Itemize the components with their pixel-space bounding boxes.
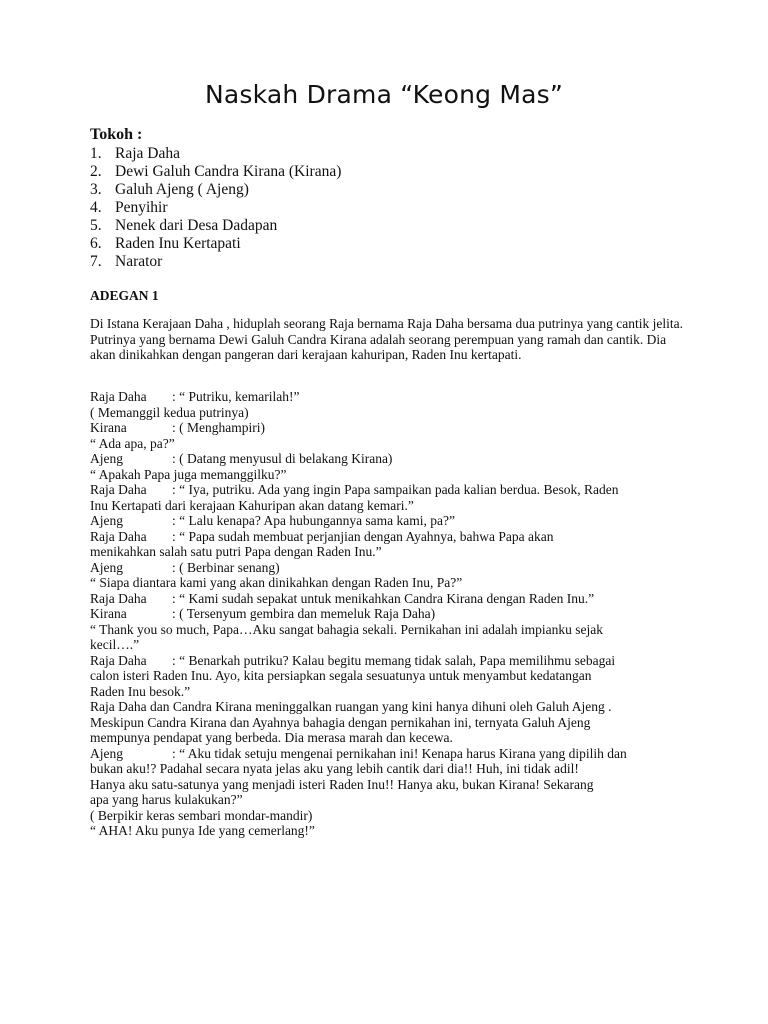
- speaker-name: Ajeng: [90, 745, 123, 761]
- dialogue-text: “ Ada apa, pa?”: [90, 435, 175, 451]
- dialogue-text: : “ Kami sudah sepakat untuk menikahkan Candra Kirana dengan Raden Inu.”: [172, 590, 595, 606]
- dialogue-text: menikahkan salah satu putri Papa dengan Raden Inu.”: [90, 544, 382, 559]
- dialogue-text: Raden Inu besok.”: [90, 683, 191, 699]
- speaker-name: Ajeng: [90, 451, 123, 466]
- scene-heading: ADEGAN 1: [90, 288, 159, 303]
- dialogue-text: : ( Tersenyum gembira dan memeluk Raja Daha): [172, 606, 436, 621]
- narration-text: Raja Daha dan Candra Kirana meninggalkan ruangan yang kini hanya dihuni oleh Galuh Ajeng .: [90, 699, 612, 714]
- cast-item-number: 1.: [90, 145, 102, 162]
- cast-item: [90, 145, 690, 163]
- dialogue-text: : “ Aku tidak setuju mengenai pernikahan ini! Kenapa harus Kirana yang dipilih dan: [172, 745, 627, 761]
- cast-section: [90, 126, 690, 271]
- dialogue-text: calon isteri Raden Inu. Ayo, kita persiapkan segala sesuatunya untuk menyambut kedatangan: [90, 668, 592, 683]
- dialogue-text: : ( Berbinar senang): [172, 559, 280, 575]
- dialogue-line: [90, 606, 690, 622]
- dialogue-text: kecil….”: [90, 637, 140, 652]
- cast-heading: Tokoh :: [90, 126, 143, 143]
- dialogue-line: [90, 513, 690, 529]
- stage-direction: ( Berpikir keras sembari mondar-mandir): [90, 807, 313, 823]
- dialogue-text: Hanya aku satu-satunya yang menjadi isteri Raden Inu!! Hanya aku, bukan Kirana! Sekarang: [90, 776, 594, 792]
- speaker-name: Raja Daha: [90, 389, 147, 404]
- dialogue-text: : “ Benarkah putriku? Kalau begitu memang tidak salah, Papa memilihmu sebagai: [172, 652, 616, 668]
- narration-text: Meskipun Candra Kirana dan Ayahnya bahagia dengan pernikahan ini, ternyata Galuh Ajeng: [90, 714, 591, 730]
- cast-item: [90, 181, 690, 199]
- cast-item-name: Nenek dari Desa Dadapan: [115, 217, 278, 234]
- speaker-name: Raja Daha: [90, 590, 147, 606]
- cast-item-number: 4.: [90, 199, 102, 216]
- dialogue-text: : “ Putriku, kemarilah!”: [172, 389, 300, 404]
- cast-item: [90, 235, 690, 253]
- cast-item-name: Raja Daha: [115, 145, 180, 162]
- cast-item-number: 3.: [90, 181, 102, 198]
- narration-paragraph: Di Istana Kerajaan Daha , hiduplah seorang Raja bernama Raja Daha bersama dua putrinya yang cantik jelita. Putrinya yang bernama Dewi Galuh Candra Kirana adalah seorang perempuan yang ramah dan cantik. Dia akan dinikahkan dengan pangeran dari kerajaan kahuripan, Raden Inu kertapati.: [90, 316, 684, 362]
- dialogue-line: [90, 451, 690, 467]
- speaker-name: Raja Daha: [90, 482, 147, 497]
- dialogue-text: “ Thank you so much, Papa…Aku sangat bahagia sekali. Pernikahan ini adalah impianku sejak: [90, 621, 603, 637]
- narration-text: mempunya pendapat yang berbeda. Dia merasa marah dan kecewa.: [90, 730, 453, 745]
- cast-item-name: Dewi Galuh Candra Kirana (Kirana): [115, 163, 342, 180]
- speaker-name: Ajeng: [90, 513, 123, 528]
- cast-item-name: Narator: [115, 253, 163, 270]
- speaker-name: Kirana: [90, 606, 127, 621]
- cast-item: [90, 217, 690, 235]
- dialogue-text: apa yang harus kulakukan?”: [90, 792, 243, 807]
- dialogue-text: : “ Iya, putriku. Ada yang ingin Papa sampaikan pada kalian berdua. Besok, Raden: [172, 482, 619, 497]
- dialogue-line: [90, 653, 690, 669]
- page-title: Naskah Drama “Keong Mas”: [205, 80, 563, 109]
- cast-item: [90, 199, 690, 217]
- dialogue-text: : “ Lalu kenapa? Apa hubungannya sama kami, pa?”: [172, 513, 456, 528]
- dialogue-text: Inu Kertapati dari kerajaan Kahuripan akan datang kemari.”: [90, 497, 414, 513]
- cast-item-number: 7.: [90, 253, 102, 270]
- cast-item-name: Raden Inu Kertapati: [115, 235, 241, 252]
- speaker-name: Raja Daha: [90, 528, 147, 544]
- cast-list: [90, 145, 690, 271]
- cast-item: [90, 253, 690, 271]
- dialogue-line: [90, 746, 690, 762]
- cast-item: [90, 163, 690, 181]
- speaker-name: Raja Daha: [90, 652, 147, 668]
- dialogue-text: “ AHA! Aku punya Ide yang cemerlang!”: [90, 823, 315, 838]
- dialogue-block: [90, 389, 690, 839]
- dialogue-text: “ Apakah Papa juga memanggilku?”: [90, 466, 287, 482]
- cast-item-number: 2.: [90, 163, 102, 180]
- dialogue-line: [90, 591, 690, 607]
- speaker-name: Kirana: [90, 420, 127, 435]
- cast-item-name: Galuh Ajeng ( Ajeng): [115, 181, 249, 198]
- dialogue-text: bukan aku!? Padahal secara nyata jelas aku yang lebih cantik dari dia!! Huh, ini tidak adil!: [90, 761, 579, 776]
- cast-item-number: 6.: [90, 235, 102, 252]
- cast-item-name: Penyihir: [115, 199, 168, 216]
- dialogue-text: : ( Menghampiri): [172, 420, 265, 435]
- dialogue-text: : ( Datang menyusul di belakang Kirana): [172, 451, 393, 466]
- dialogue-line: [90, 389, 690, 405]
- dialogue-text: “ Siapa diantara kami yang akan dinikahkan dengan Raden Inu, Pa?”: [90, 575, 463, 590]
- dialogue-line: [90, 420, 690, 436]
- dialogue-line: [90, 560, 690, 576]
- dialogue-line: [90, 482, 690, 498]
- stage-direction: ( Memanggil kedua putrinya): [90, 404, 249, 420]
- dialogue-text: : “ Papa sudah membuat perjanjian dengan Ayahnya, bahwa Papa akan: [172, 528, 554, 544]
- speaker-name: Ajeng: [90, 559, 123, 575]
- cast-item-number: 5.: [90, 217, 102, 234]
- dialogue-line: [90, 529, 690, 545]
